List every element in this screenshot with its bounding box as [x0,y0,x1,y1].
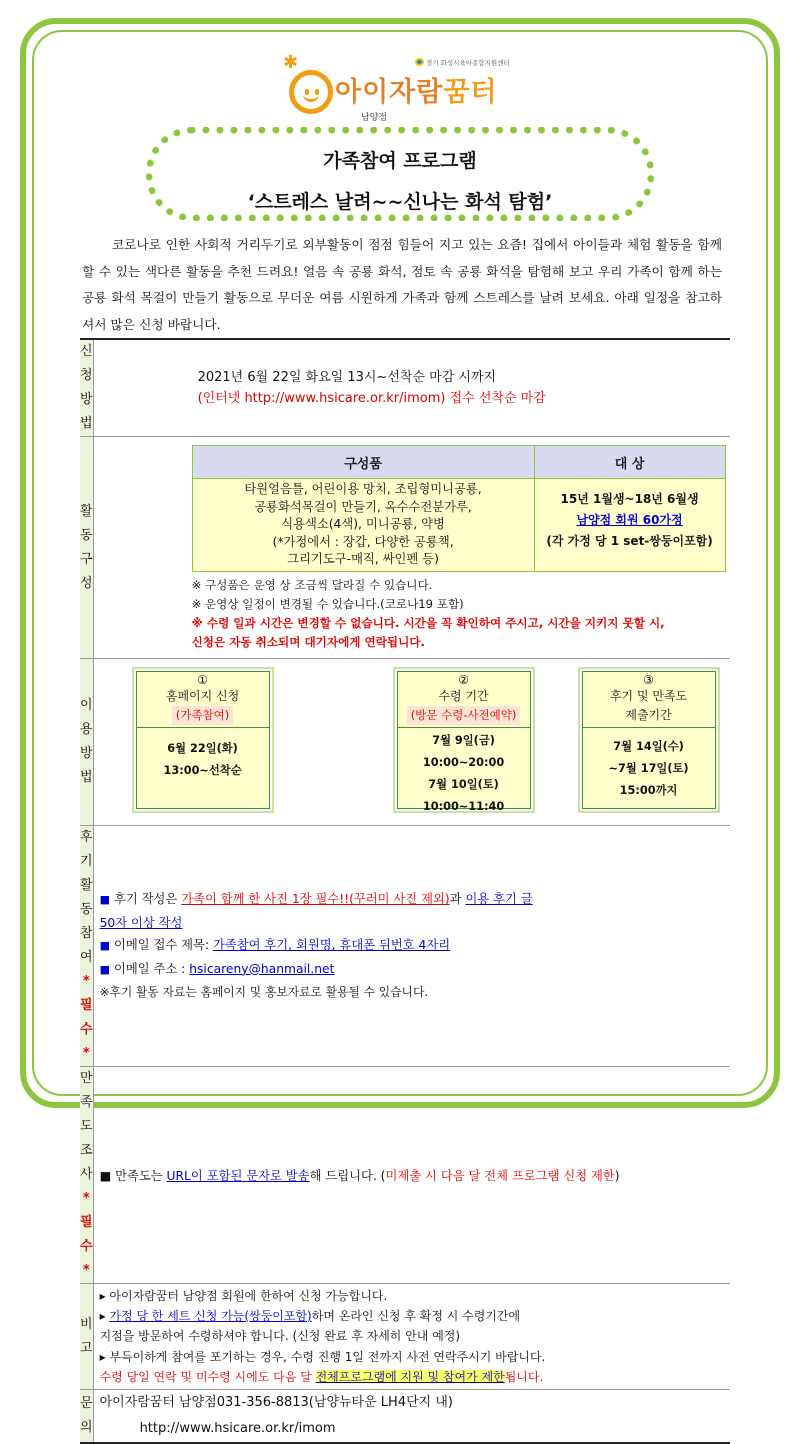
warning-line: ※ 수령 일과 시간은 변경할 수 없습니다. 시간을 꼭 확인하여 주시고, 시간을 지키지 못할 시, [191,615,665,630]
survey-highlight: URL이 포함된 문자로 발송 [166,1169,310,1183]
apply-date: 2021년 6월 22일 화요일 13시~선착순 마감 시까지 [197,370,497,385]
step-date: 7월 10일(토) [428,778,499,791]
review-content [93,826,730,1067]
square-bullet-icon: ■ [99,962,110,976]
required-badge: *필수* [80,1191,93,1278]
item-line: 공룡화석목걸이 만들기, 옥수수전분가루, [254,499,472,514]
activity-label-2: 구 성 [80,551,93,591]
misc-warning: 수령 당일 연락 및 미수령 시에도 다음 달 [99,1369,316,1384]
activity-label [80,437,93,659]
step-title: 홈페이지 신청 [165,689,240,703]
survey-content [93,1067,730,1284]
misc-label: 비 고 [80,1284,93,1390]
misc-line: ▸ 아이자람꿈터 남양점 회원에 한하여 신청 가능합니다. [99,1288,388,1303]
components-header [193,446,725,478]
survey-text: 해 드립니다. ( [309,1169,386,1183]
contact-row [80,1390,730,1444]
step-number: ① [197,673,208,687]
step-2-card [397,671,531,813]
item-line: 식용색소(4색), 미니공룡, 약병 [281,517,445,532]
survey-label [80,1067,93,1284]
note-line: ※ 구성품은 운영 상 조금씩 달라질 수 있습니다. [191,577,433,592]
activity-notes [192,576,726,652]
email-link[interactable]: hsicareny@hanmail.net [189,961,335,976]
logo-branch: 남양점 [361,113,388,123]
logo-name [335,70,498,109]
contact-content [93,1390,730,1444]
misc-line [100,1367,726,1387]
step-divider [137,727,269,728]
apply-label [80,339,93,437]
apply-label-2: 방 법 [80,392,93,431]
logo-org-text: 경기 화성시육아종합지원센터 [426,59,510,67]
misc-line: ▸ 부득이하게 참여를 포기하는 경우, 수령 진행 1일 전까지 사전 연락주시기 바랍니다. [99,1349,546,1364]
step-date: 7월 9일(금) [432,734,495,747]
step-3-card [582,671,716,809]
misc-text: ▸ [99,1309,110,1324]
steps [94,659,730,825]
contact-phone: 아이자람꿈터 남양점031-356-8813(남양뉴타운 LH4단지 내) [99,1395,453,1410]
activity-label-1: 활 동 [80,503,93,543]
step-subtitle: (방문 수령-사전예약) [407,706,521,725]
step-divider [583,727,715,728]
review-text: 이메일 주소 : [113,961,190,976]
activity-row [80,437,730,659]
usage-label: 이용방법 [80,659,93,826]
survey-text: ■ 만족도는 [99,1169,167,1183]
review-line [100,958,726,982]
logo-name-part2: 꿈터 [443,77,498,108]
review-line [100,888,726,912]
survey-row [80,1067,730,1284]
title-box [146,127,654,221]
review-label-2: 참여 [80,926,93,965]
survey-text: ) [614,1169,620,1183]
step-number: ② [458,673,469,687]
required-badge: *필수* [80,974,93,1061]
components-table [192,445,726,572]
item-line: (*가정에서 : 장갑, 다양한 공룡책, [272,534,454,549]
review-label [80,826,93,1067]
org-mark-icon [415,58,424,66]
misc-warning: 됩니다. [504,1369,544,1384]
target-info [535,479,725,571]
step-date: 6월 22일(화) [167,742,238,755]
survey-warning: 미제출 시 다음 달 전체 프로그램 신청 제한 [385,1169,615,1183]
review-line: 50자 이상 작성 [99,915,183,930]
misc-text: 하며 온라인 신청 후 확정 시 수령기간에 [311,1309,521,1324]
step-title: 수령 기간 [438,689,489,703]
smile-face-icon [289,70,333,114]
step-number: ③ [643,673,654,687]
logo-name-part1: 아이자람 [335,77,444,108]
step-time: 10:00~20:00 [422,756,505,769]
usage-content [93,659,730,826]
misc-highlight: 전체프로그램에 지원 및 참여가 제한 [315,1369,505,1384]
info-table [80,338,730,1444]
step-time: 15:00까지 [619,784,678,797]
review-line [100,934,726,958]
review-row [80,826,730,1067]
target-age: 15년 1월생~18년 6월생 [560,492,699,507]
misc-highlight: 가정 당 한 세트 신청 가능(쌍둥이포함) [109,1309,312,1324]
target-limit: (각 가정 당 1 set-쌍둥이포함) [546,534,713,549]
review-text: 이메일 접수 제목: [113,938,213,953]
review-label-1: 후기활동 [80,830,93,917]
items-list [193,479,535,571]
step-divider [398,727,530,728]
square-bullet-icon: ■ [99,893,110,907]
item-line: 타원얼음틀, 어린이용 망치, 조립형미니공룡, [244,482,482,497]
misc-content [93,1284,730,1390]
logo-org [415,58,510,67]
review-note: ※후기 활동 자료는 홈페이지 및 홍보자료로 활용될 수 있습니다. [99,985,429,1000]
intro-paragraph: 코로나로 인한 사회적 거리두기로 외부활동이 점점 힘들어 지고 있는 요즘! 집에서 아이들과 체험 활동을 함께 할 수 있는 색다른 활동을 추천 드려요! 얼음 속 공룡 화석, 점토 속 공룡 화석을 탐험해 보고 우리 가족이 함께 하는 공룡 화석 목걸이 만들기 활동으로 무더운 여름 시원하게 가족과 함께 스트레스를 날려 보세요. 아래 일정을 참고하셔서 많은 신청 바랍니다. [82,237,722,332]
note-line: ※ 운영상 일정이 변경될 수 있습니다.(코로나19 포함) [191,596,464,611]
target-header: 대 상 [614,456,645,472]
review-highlight: 가족이 함께 한 사진 1장 필수!!(꾸러미 사진 제외) [181,892,450,907]
contact-label: 문 의 [80,1390,93,1444]
apply-content [93,339,730,437]
step-title: 제출기간 [625,708,672,722]
step-date: 7월 14일(수) [613,740,684,753]
square-bullet-icon: ■ [99,939,110,953]
item-line: 그리기도구-매직, 싸인펜 등) [287,552,439,567]
step-time: 13:00~선착순 [163,764,242,777]
step-time: 10:00~11:40 [422,800,505,813]
star-icon: ✱ [283,52,299,73]
components-body [193,478,725,571]
warning-line: 신청은 자동 취소되며 대기자에게 연락됩니다. [191,634,425,649]
items-header: 구성품 [193,446,535,478]
step-1-card [136,671,270,809]
misc-line [100,1306,726,1326]
logo [283,54,543,124]
review-text: 후기 작성은 [113,892,182,907]
step-date: ~7월 17일(토) [608,762,689,775]
step-subtitle: (가족참여) [172,706,233,725]
survey-label-text: 만족도조사 [80,1071,93,1182]
activity-content [93,437,730,659]
usage-row [80,659,730,826]
misc-row [80,1284,730,1390]
review-highlight: 이용 후기 글 [465,892,533,907]
apply-label-1: 신 청 [80,344,93,383]
program-subtitle: ‘스트레스 날려~~신나는 화석 탐험’ [247,191,553,213]
program-title: 가족참여 프로그램 [323,150,477,172]
email-subject: 가족참여 후기, 회원명, 휴대폰 뒤번호 4자리 [213,938,451,953]
apply-url[interactable]: (인터넷 http://www.hsicare.or.kr/imom) 접수 선착순 마감 [197,391,546,406]
review-text: 과 [449,892,466,907]
step-title: 후기 및 만족도 [609,689,688,703]
apply-row [80,339,730,437]
misc-line: 지점을 방문하여 수령하셔야 합니다. (신청 완료 후 자세히 안내 예정) [99,1329,461,1344]
logo-smile [303,93,319,102]
contact-url[interactable]: http://www.hsicare.or.kr/imom [139,1421,336,1436]
target-count: 남양점 회원 60가정 [576,513,683,528]
